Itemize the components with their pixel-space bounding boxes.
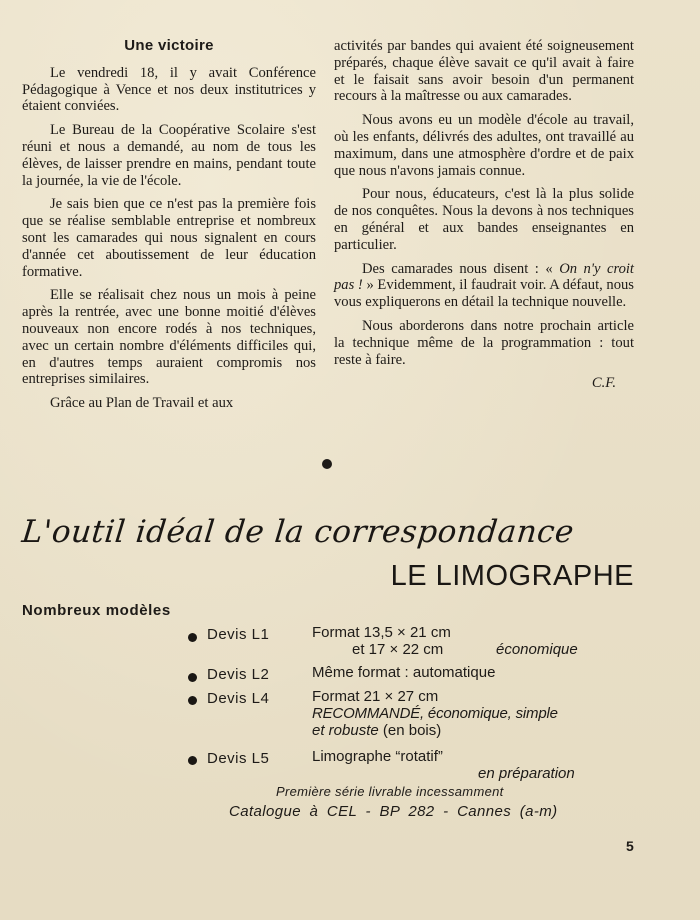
- paragraph: Nous aborderons dans notre prochain article la technique même de la programmation : tout reste à faire.: [334, 317, 634, 368]
- quote-text: On n'y croit pas !: [334, 260, 634, 294]
- model-row: [188, 748, 608, 782]
- ad-footer-availability: Première série livrable incessamment: [276, 784, 504, 799]
- model-line: Limographe “rotatif”: [312, 748, 443, 765]
- model-note: économique: [496, 641, 578, 658]
- model-code: Devis L1: [207, 626, 270, 643]
- paragraph: Le vendredi 18, il y avait Conférence Pédagogique à Vence et nos deux institutrices y étaient conviées.: [22, 64, 316, 115]
- model-code: Devis L2: [207, 666, 270, 683]
- paragraph: Je sais bien que ce n'est pas la première fois que se réalise semblable entreprise et nombreux sont les camarades qui nous signalent en cours d'année cet aboutissement de leur éducation formative.: [22, 196, 316, 280]
- model-line: Format 13,5 × 21 cm: [312, 624, 451, 641]
- paragraph: Grâce au Plan de Travail et aux: [50, 395, 234, 412]
- model-desc: [312, 748, 602, 782]
- paragraph: Pour nous, éducateurs, c'est là la plus solide de nos conquêtes. Nous la devons à nos techniques en général et aux bandes enseignantes en particulier.: [334, 186, 634, 253]
- paragraph-continuation: activités par bandes qui avaient été soigneusement préparés, chaque élève savait ce qu'il avait à faire et le faisait sans avoir besoin d'un permanent recours à la maîtresse ou aux camarades.: [334, 38, 634, 105]
- model-desc: [312, 688, 602, 739]
- bullet-icon: [188, 696, 197, 705]
- paragraph: Nous avons eu un modèle d'école au travail, où les enfants, délivrés des adultes, ont travaillé au maximum, dans une atmosphère d'ordre et de paix que nous n'avons jamais connue.: [334, 112, 634, 179]
- bullet-icon: [188, 633, 197, 642]
- model-code: Devis L4: [207, 690, 270, 707]
- quote-before: Des camarades nous disent : «: [362, 260, 560, 277]
- section-separator-dot: [322, 459, 332, 469]
- quote-paragraph: [334, 261, 634, 311]
- ad-brand: LE LIMOGRAPHE: [390, 560, 634, 592]
- model-code: Devis L5: [207, 750, 270, 767]
- article-title: Une victoire: [124, 37, 214, 54]
- model-row: [188, 688, 608, 742]
- paragraph: Le Bureau de la Coopérative Scolaire s'est réuni et nous a demandé, au nom de tous les élèves, de laisser prendre en mains, pendant toute la journée, la vie de l'école.: [22, 122, 316, 189]
- model-line-italic: et robuste: [312, 722, 379, 739]
- models-label: Nombreux modèles: [22, 602, 171, 619]
- model-note: en préparation: [478, 765, 575, 782]
- article-right-column: [334, 38, 634, 392]
- bullet-icon: [188, 673, 197, 682]
- quote-after: » Evidemment, il faudrait voir. A défaut, nous vous expliquerons en détail la technique nouvelle.: [334, 277, 634, 311]
- model-row: [188, 624, 608, 660]
- page-number: 5: [626, 838, 634, 854]
- model-desc: [312, 624, 602, 658]
- model-line: [312, 641, 602, 658]
- model-line: Même format : automatique: [312, 664, 496, 681]
- model-line-text: et 17 × 22 cm: [352, 641, 444, 658]
- model-row: [188, 664, 608, 684]
- bullet-icon: [188, 756, 197, 765]
- paragraph: Elle se réalisait chez nous un mois à peine après la rentrée, avec une bonne moitié d'élèves nouveaux non encore rodés à nos techniques, avec un certain nombre d'éléments difficiles qui, en d'autres temps auraient compromis nos entreprises similaires.: [22, 287, 316, 388]
- model-line: Format 21 × 27 cm: [312, 688, 439, 705]
- ad-tagline: L'outil idéal de la correspondance: [20, 514, 576, 550]
- article-left-column: [22, 38, 316, 419]
- ad-footer-catalogue: Catalogue à CEL - BP 282 - Cannes (a-m): [229, 803, 558, 820]
- model-line: RECOMMANDÉ, économique, simple: [312, 705, 558, 722]
- signature: C.F.: [591, 375, 616, 392]
- model-line: [312, 722, 602, 739]
- model-line-rest: (en bois): [378, 722, 442, 739]
